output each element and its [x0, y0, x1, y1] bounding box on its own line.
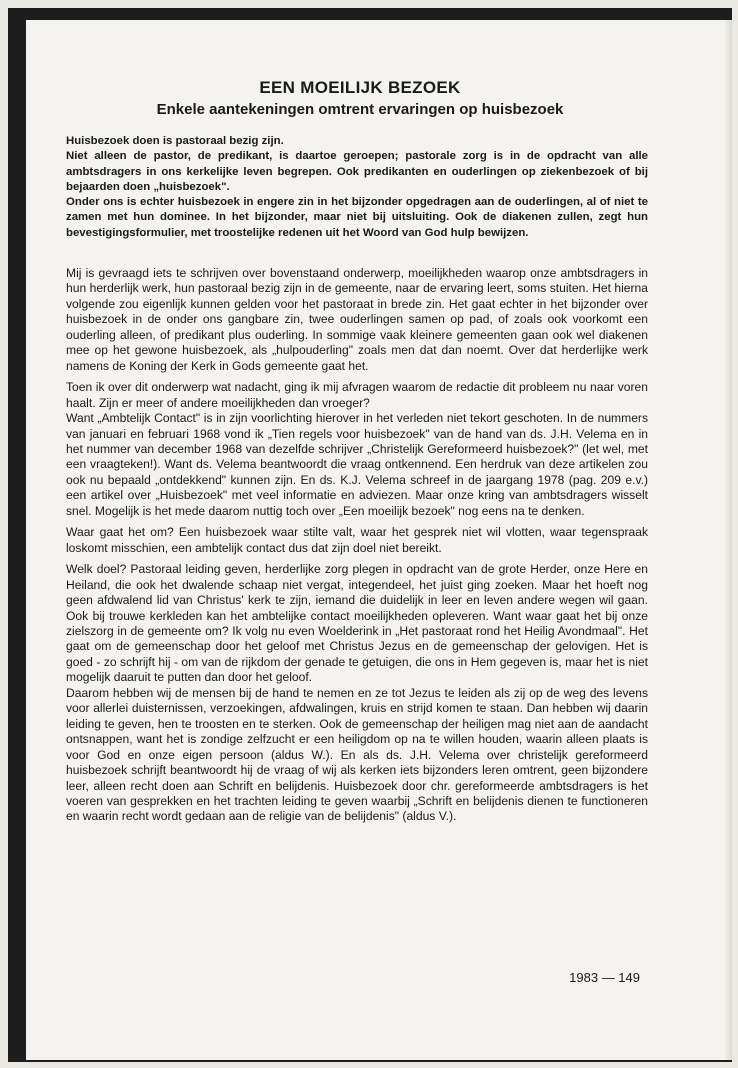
body-paragraph: Waar gaat het om? Een huisbezoek waar stilte valt, waar het gesprek niet wil vlotten, waar tegenspraak loskomt misschien, een ambtelijk contact dus dat zijn doel niet bereikt. — [66, 525, 648, 555]
page-edge-shadow — [724, 20, 732, 1060]
article-subtitle: Enkele aantekeningen omtrent ervaringen op huisbezoek — [156, 101, 564, 118]
article-header — [60, 78, 660, 119]
body-paragraph: Want „Ambtelijk Contact" is in zijn voorlichting hierover in het verleden niet tekort geschoten. In de nummers van januari en februari 1968 vond ik „Tien regels voor huisbezoek" van de hand van ds. J.H. Velema en in het nummer van december 1968 van dezelfde schrijver „Christelijk Gereformeerd huisbezoek?" (let wel, met een vraagteken!). Want ds. Velema beantwoordt die vraag ontkennend. Een herdruk van deze artikelen zou ook nu bepaald „ontdekkend" kunnen zijn. En ds. K.J. Velema schreef in de jaargang 1978 (pag. 209 e.v.) een artikel over „Huisbezoek" met veel informatie en adviezen. Maar onze kring van ambtsdragers wisselt snel. Mogelijk is het mede daarom nuttig toch over „Een moeilijk bezoek" nog eens na te denken. — [66, 411, 648, 518]
article-body — [66, 266, 648, 831]
body-paragraph: Welk doel? Pastoraal leiding geven, herderlijke zorg plegen in opdracht van de grote Herder, onze Here en Heiland, die ook het dwalende schaap niet vergat, integendeel, het juist ging zoeken. Maar het hoeft nog geen afdwalend lid van Christus' kerk te zijn, iemand die duidelijk in leer en leven andere wegen wil gaan. Ook bij trouwe kerkleden kan het ambtelijke contact moeilijkheden opleveren. Want waar gaat het bij onze zielszorg in de gemeente om? Ik volg nu even Woelderink in „Het pastoraat rond het Heilig Avondmaal". Het gaat om de gemeenschap door het geloof met Christus Jezus en de gemeenschap der gelovigen. Het is goed - zo schrijft hij - om van de rijkdom der genade te getuigen, die ons in Hem gegeven is, maar het is niet mogelijk daaruit te putten dan door het geloof. — [66, 562, 648, 685]
intro-paragraph: Huisbezoek doen is pastoraal bezig zijn. — [66, 135, 284, 147]
body-paragraph: Mij is gevraagd iets te schrijven over bovenstaand onderwerp, moeilijkheden waarop onze ambtsdragers in hun herderlijk werk, hun pastoraal bezig zijn in de gemeente, naar de ervaring leert, soms stuiten. Het hierna volgende zou eigenlijk kunnen gelden voor het pastoraat in brede zin. Het gaat echter in het bijzonder over huisbezoek in de onder ons gangbare zin, twee ouderlingen samen op pad, of zoals ook voorkomt een ouderling alleen, of predikant plus ouderling. In sommige vaak kleinere gemeenten gaan ook wel diakenen mee op het gewone huisbezoek, als „hulpouderling" zoals men dat dan noemt. Over dat herderlijke werk namens de Koning der Kerk in Gods gemeente gaat het. — [66, 266, 648, 373]
body-paragraph: Daarom hebben wij de mensen bij de hand te nemen en ze tot Jezus te leiden als zij op de weg des levens voor allerlei duisternissen, verzoekingen, afdwalingen, kruis en strijd komen te staan. Dan hebben wij daarin leiding te geven, hen te troosten en te sterken. Ook de gemeenschap der heiligen mag niet aan de aandacht ontsnappen, want het is zondige zelfzucht er een heiligdom op na te willen houden, waarin alleen plaats is voor God en onze eigen persoon (aldus W.). En als ds. J.H. Velema over christelijk gereformeerd huisbezoek schrijft beantwoordt hij de vraag of wij als kerken iets bijzonders leren omtrent, geen bijzondere leer, alleen recht doen aan Schrift en belijdenis. Huisbezoek door chr. gereformeerde ambtsdragers is het voeren van gesprekken en het trachten leiding te geven waarbij „Schrift en belijdenis dienen te functioneren en waarin recht wordt gedaan aan de religie van de belijdenis" (aldus V.). — [66, 685, 648, 824]
article-title: EEN MOEILIJK BEZOEK — [259, 78, 461, 97]
page-number: 1983 — 149 — [569, 970, 640, 985]
intro-block — [66, 134, 648, 241]
body-paragraph: Toen ik over dit onderwerp wat nadacht, ging ik mij afvragen waarom de redactie dit probleem nu naar voren haalt. Zijn er meer of andere moeilijkheden dan vroeger? — [66, 380, 648, 410]
intro-paragraph: Niet alleen de pastor, de predikant, is daartoe geroepen; pastorale zorg is in de opdracht van alle ambtsdragers in ons kerkelijke leven begrepen. Ook predikanten en ouderlingen op ziekenbezoek of bij bejaarden doen „huisbezoek". — [66, 150, 648, 193]
intro-paragraph: Onder ons is echter huisbezoek in engere zin in het bijzonder opgedragen aan de ouderlingen, al of niet te zamen met hun dominee. In het bijzonder, maar niet bij uitsluiting. Ook de diakenen zullen, zegt hun bevestigingsformulier, met troostelijke redenen uit het Woord van God hulp bewijzen. — [66, 196, 648, 239]
